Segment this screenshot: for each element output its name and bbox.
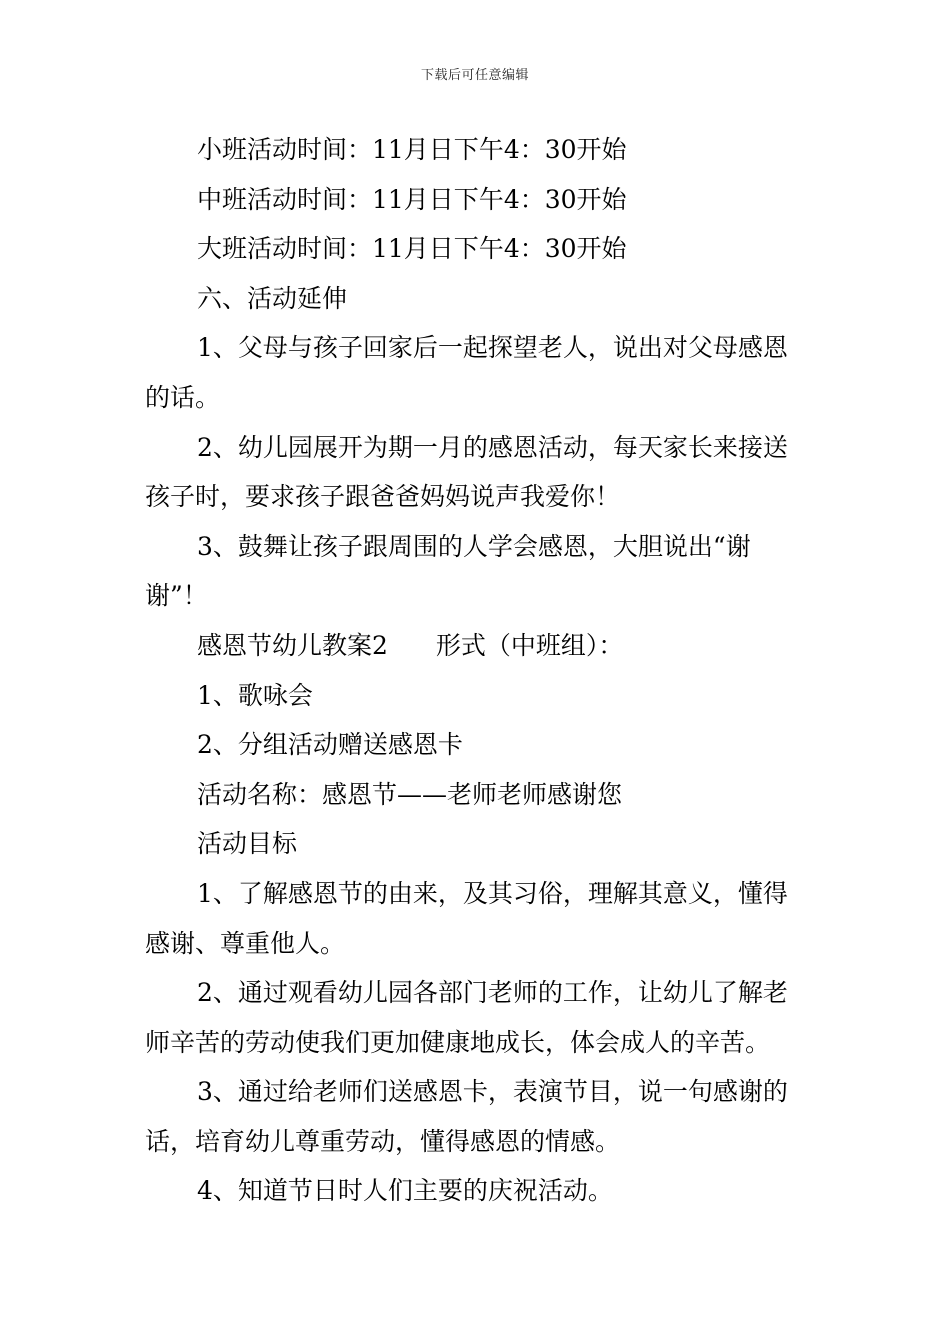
list-item: 1、歌咏会	[197, 680, 313, 710]
paragraph-line: 孩子时，要求孩子跟爸爸妈妈说声我爱你！	[145, 482, 621, 512]
schedule-middle-class: 中班活动时间：11月日下午4：30开始	[197, 184, 627, 214]
lesson-plan-title-line	[145, 621, 810, 671]
paragraph-line: 师辛苦的劳动使我们更加健康地成长，体会成人的辛苦。	[145, 1027, 771, 1057]
list-item: 2、分组活动赠送感恩卡	[197, 730, 463, 760]
paragraph-line: 谢”！	[145, 581, 208, 611]
section-heading-extension: 六、活动延伸	[197, 283, 348, 313]
section-heading-goals: 活动目标	[197, 829, 298, 859]
page-header-note: 下载后可任意编辑	[420, 68, 529, 83]
paragraph-line: 的话。	[145, 382, 221, 412]
paragraph-line: 2、通过观看幼儿园各部门老师的工作，让幼儿了解老	[197, 978, 788, 1008]
paragraph-line: 3、通过给老师们送感恩卡，表演节目，说一句感谢的	[197, 1077, 788, 1107]
lesson-plan-title: 感恩节幼儿教案2	[197, 630, 388, 660]
paragraph-line: 1、了解感恩节的由来，及其习俗，理解其意义，懂得	[197, 878, 788, 908]
lesson-plan-format: 形式（中班组）：	[435, 630, 624, 660]
paragraph-line: 话，培育幼儿尊重劳动，懂得感恩的情感。	[145, 1126, 621, 1156]
paragraph-line: 2、幼儿园展开为期一月的感恩活动，每天家长来接送	[197, 432, 788, 462]
document-body	[145, 125, 810, 1216]
paragraph-line: 1、父母与孩子回家后一起探望老人，说出对父母感恩	[197, 333, 788, 363]
paragraph-line: 4、知道节日时人们主要的庆祝活动。	[197, 1176, 613, 1206]
paragraph-line: 3、鼓舞让孩子跟周围的人学会感恩，大胆说出“谢	[197, 531, 751, 561]
schedule-large-class: 大班活动时间：11月日下午4：30开始	[197, 234, 627, 264]
activity-name: 活动名称：感恩节——老师老师感谢您	[197, 779, 623, 809]
paragraph-line: 感谢、尊重他人。	[145, 928, 346, 958]
schedule-small-class: 小班活动时间：11月日下午4：30开始	[197, 135, 627, 164]
